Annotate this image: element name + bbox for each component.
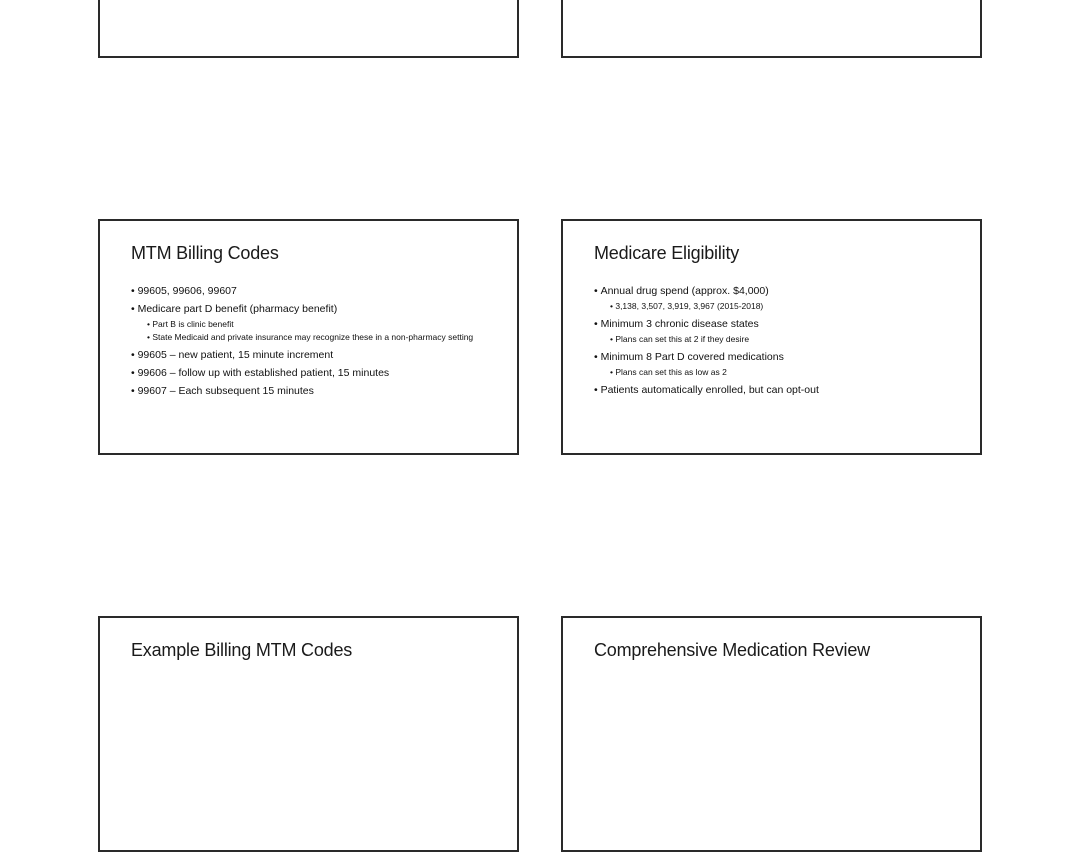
sub-bullet-item: • Plans can set this at 2 if they desire <box>610 333 956 346</box>
bullet-item: • Minimum 3 chronic disease states • Plans can set this at 2 if they desire <box>594 318 956 346</box>
slide-title: Medicare Eligibility <box>594 243 740 263</box>
bullet-item: • 99606 – follow up with established patient, 15 minutes <box>131 367 493 380</box>
slide-title: Example Billing MTM Codes <box>131 640 353 660</box>
slide-title: MTM Billing Codes <box>131 243 279 263</box>
slide-title: Comprehensive Medication Review <box>594 640 870 660</box>
sub-bullet-item: • State Medicaid and private insurance may recognize these in a non-pharmacy setting <box>147 331 493 344</box>
sub-bullet-item: • Plans can set this as low as 2 <box>610 366 956 379</box>
slide-example-billing-mtm-codes <box>98 616 519 852</box>
bullet-list <box>594 285 956 402</box>
slide-medicare-eligibility <box>561 219 982 455</box>
slide-mtm-billing-codes <box>98 219 519 455</box>
sub-bullet-list <box>147 318 493 344</box>
bullet-item: • Patients automatically enrolled, but can opt-out <box>594 384 956 397</box>
sub-bullet-item: • 3,138, 3,507, 3,919, 3,967 (2015-2018) <box>610 300 956 313</box>
bullet-item: • 99605, 99606, 99607 <box>131 285 493 298</box>
slide-thumbnail <box>561 0 982 58</box>
bullet-item: • 99605 – new patient, 15 minute increment <box>131 349 493 362</box>
bullet-item: • Annual drug spend (approx. $4,000) • 3,138, 3,507, 3,919, 3,967 (2015-2018) <box>594 285 956 313</box>
bullet-item: • Medicare part D benefit (pharmacy benefit) • Part B is clinic benefit • State Medicaid and private insurance may recognize these in a non-pharmacy setting <box>131 303 493 344</box>
sub-bullet-list <box>610 366 956 379</box>
bullet-list <box>131 285 493 403</box>
bullet-item: • 99607 – Each subsequent 15 minutes <box>131 385 493 398</box>
sub-bullet-item: • Part B is clinic benefit <box>147 318 493 331</box>
sub-bullet-list <box>610 300 956 313</box>
bullet-item: • Minimum 8 Part D covered medications • Plans can set this as low as 2 <box>594 351 956 379</box>
sub-bullet-list <box>610 333 956 346</box>
slide-comprehensive-medication-review <box>561 616 982 852</box>
slide-thumbnail <box>98 0 519 58</box>
